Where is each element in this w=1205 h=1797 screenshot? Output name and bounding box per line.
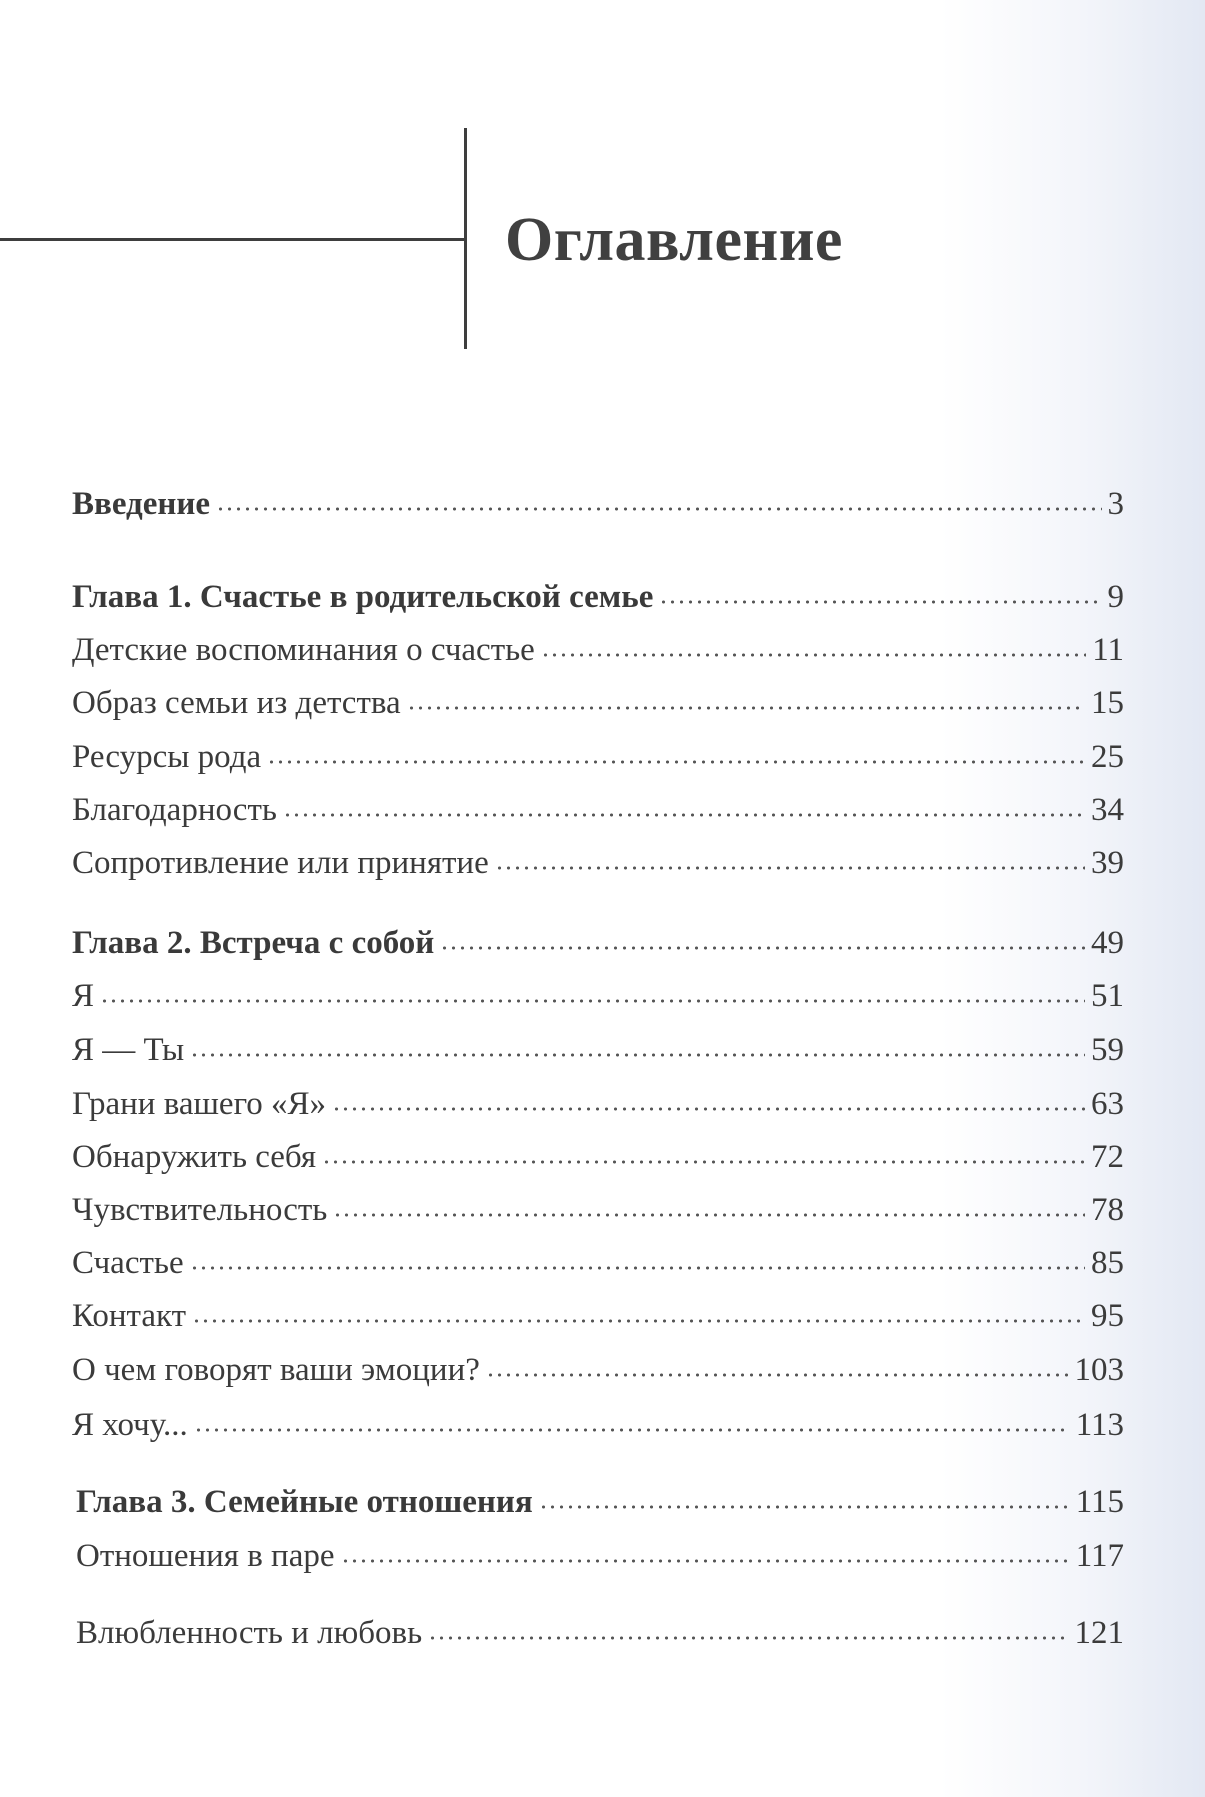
toc-entry[interactable] <box>76 1611 1124 1655</box>
page-title: Оглавление <box>505 206 843 274</box>
toc-entry-title: Образ семьи из детства <box>72 685 401 721</box>
dot-leader <box>192 1319 1085 1323</box>
dot-leader <box>100 999 1085 1003</box>
toc-entry-title: Я — Ты <box>72 1032 185 1068</box>
toc-entry[interactable] <box>72 1241 1124 1285</box>
toc-entry-title: Глава 2. Встреча с собой <box>72 925 435 961</box>
toc-entry-title: Введение <box>72 486 211 522</box>
toc-page-number: 25 <box>1091 739 1124 775</box>
toc-chapter-entry[interactable] <box>72 575 1124 619</box>
toc-chapter-entry[interactable] <box>76 1480 1124 1524</box>
dot-leader <box>267 760 1085 764</box>
toc-chapter-entry[interactable] <box>72 482 1124 526</box>
toc-page-number: 115 <box>1075 1484 1124 1520</box>
toc-entry[interactable] <box>72 1082 1124 1126</box>
toc-page-number: 11 <box>1092 632 1124 668</box>
toc-entry[interactable] <box>72 1348 1124 1392</box>
dot-leader <box>341 1559 1070 1563</box>
toc-page-number: 9 <box>1107 579 1124 615</box>
toc-page-number: 78 <box>1091 1192 1124 1228</box>
toc-page-number: 15 <box>1091 685 1124 721</box>
dot-leader <box>333 1213 1085 1217</box>
toc-entry[interactable] <box>72 1403 1124 1447</box>
toc-page-number: 113 <box>1075 1407 1124 1443</box>
dot-leader <box>440 946 1085 950</box>
toc-entry-title: Обнаружить себя <box>72 1139 317 1175</box>
toc-entry-title: Я <box>72 978 95 1014</box>
toc-entry[interactable] <box>72 974 1124 1018</box>
toc-entry[interactable] <box>76 1534 1124 1578</box>
dot-leader <box>541 653 1086 657</box>
toc-entry[interactable] <box>72 1188 1124 1232</box>
toc-entry-title: Я хочу... <box>72 1407 188 1443</box>
dot-leader <box>283 813 1085 817</box>
toc-entry-title: Благодарность <box>72 792 277 828</box>
toc-entry[interactable] <box>72 735 1124 779</box>
toc-page-number: 39 <box>1091 845 1124 881</box>
toc-entry-title: О чем говорят ваши эмоции? <box>72 1352 480 1388</box>
toc-entry-title: Детские воспоминания о счастье <box>72 632 535 668</box>
dot-leader <box>428 1636 1068 1640</box>
toc-entry-title: Ресурсы рода <box>72 739 262 775</box>
toc-page-number: 3 <box>1107 486 1124 522</box>
toc-page-number: 51 <box>1091 978 1124 1014</box>
dot-leader <box>190 1266 1085 1270</box>
toc-page-number: 59 <box>1091 1032 1124 1068</box>
toc-entry-title: Чувствительность <box>72 1192 328 1228</box>
toc-page-number: 121 <box>1074 1615 1124 1651</box>
dot-leader <box>486 1373 1069 1377</box>
decorative-horizontal-rule <box>0 238 466 241</box>
toc-page-number: 117 <box>1075 1538 1124 1574</box>
toc-page-number: 63 <box>1091 1086 1124 1122</box>
toc-entry-title: Глава 1. Счастье в родительской семье <box>72 579 654 615</box>
toc-page-number: 103 <box>1074 1352 1124 1388</box>
toc-chapter-entry[interactable] <box>72 921 1124 965</box>
toc-entry-title: Контакт <box>72 1298 187 1334</box>
dot-leader <box>659 600 1101 604</box>
toc-entry[interactable] <box>72 628 1124 672</box>
toc-entry[interactable] <box>72 1135 1124 1179</box>
toc-entry[interactable] <box>72 681 1124 725</box>
toc-page-number: 72 <box>1091 1139 1124 1175</box>
toc-entry-title: Счастье <box>72 1245 184 1281</box>
toc-page-number: 95 <box>1091 1298 1124 1334</box>
toc-entry-title: Глава 3. Семейные отношения <box>76 1484 533 1520</box>
dot-leader <box>216 507 1101 511</box>
toc-entry[interactable] <box>72 788 1124 832</box>
dot-leader <box>322 1160 1085 1164</box>
toc-page-number: 34 <box>1091 792 1124 828</box>
toc-entry-title: Грани вашего «Я» <box>72 1086 327 1122</box>
toc-entry-title: Отношения в паре <box>76 1538 335 1574</box>
toc-entry[interactable] <box>72 1294 1124 1338</box>
toc-entry-title: Сопротивление или принятие <box>72 845 489 881</box>
dot-leader <box>332 1107 1085 1111</box>
dot-leader <box>539 1505 1070 1509</box>
toc-entry[interactable] <box>72 1028 1124 1072</box>
dot-leader <box>194 1428 1070 1432</box>
toc-page-number: 49 <box>1091 925 1124 961</box>
toc-entry-title: Влюбленность и любовь <box>76 1615 423 1651</box>
dot-leader <box>407 706 1085 710</box>
decorative-vertical-rule <box>464 128 467 349</box>
dot-leader <box>495 866 1085 870</box>
toc-page-number: 85 <box>1091 1245 1124 1281</box>
toc-entry[interactable] <box>72 841 1124 885</box>
dot-leader <box>190 1053 1085 1057</box>
